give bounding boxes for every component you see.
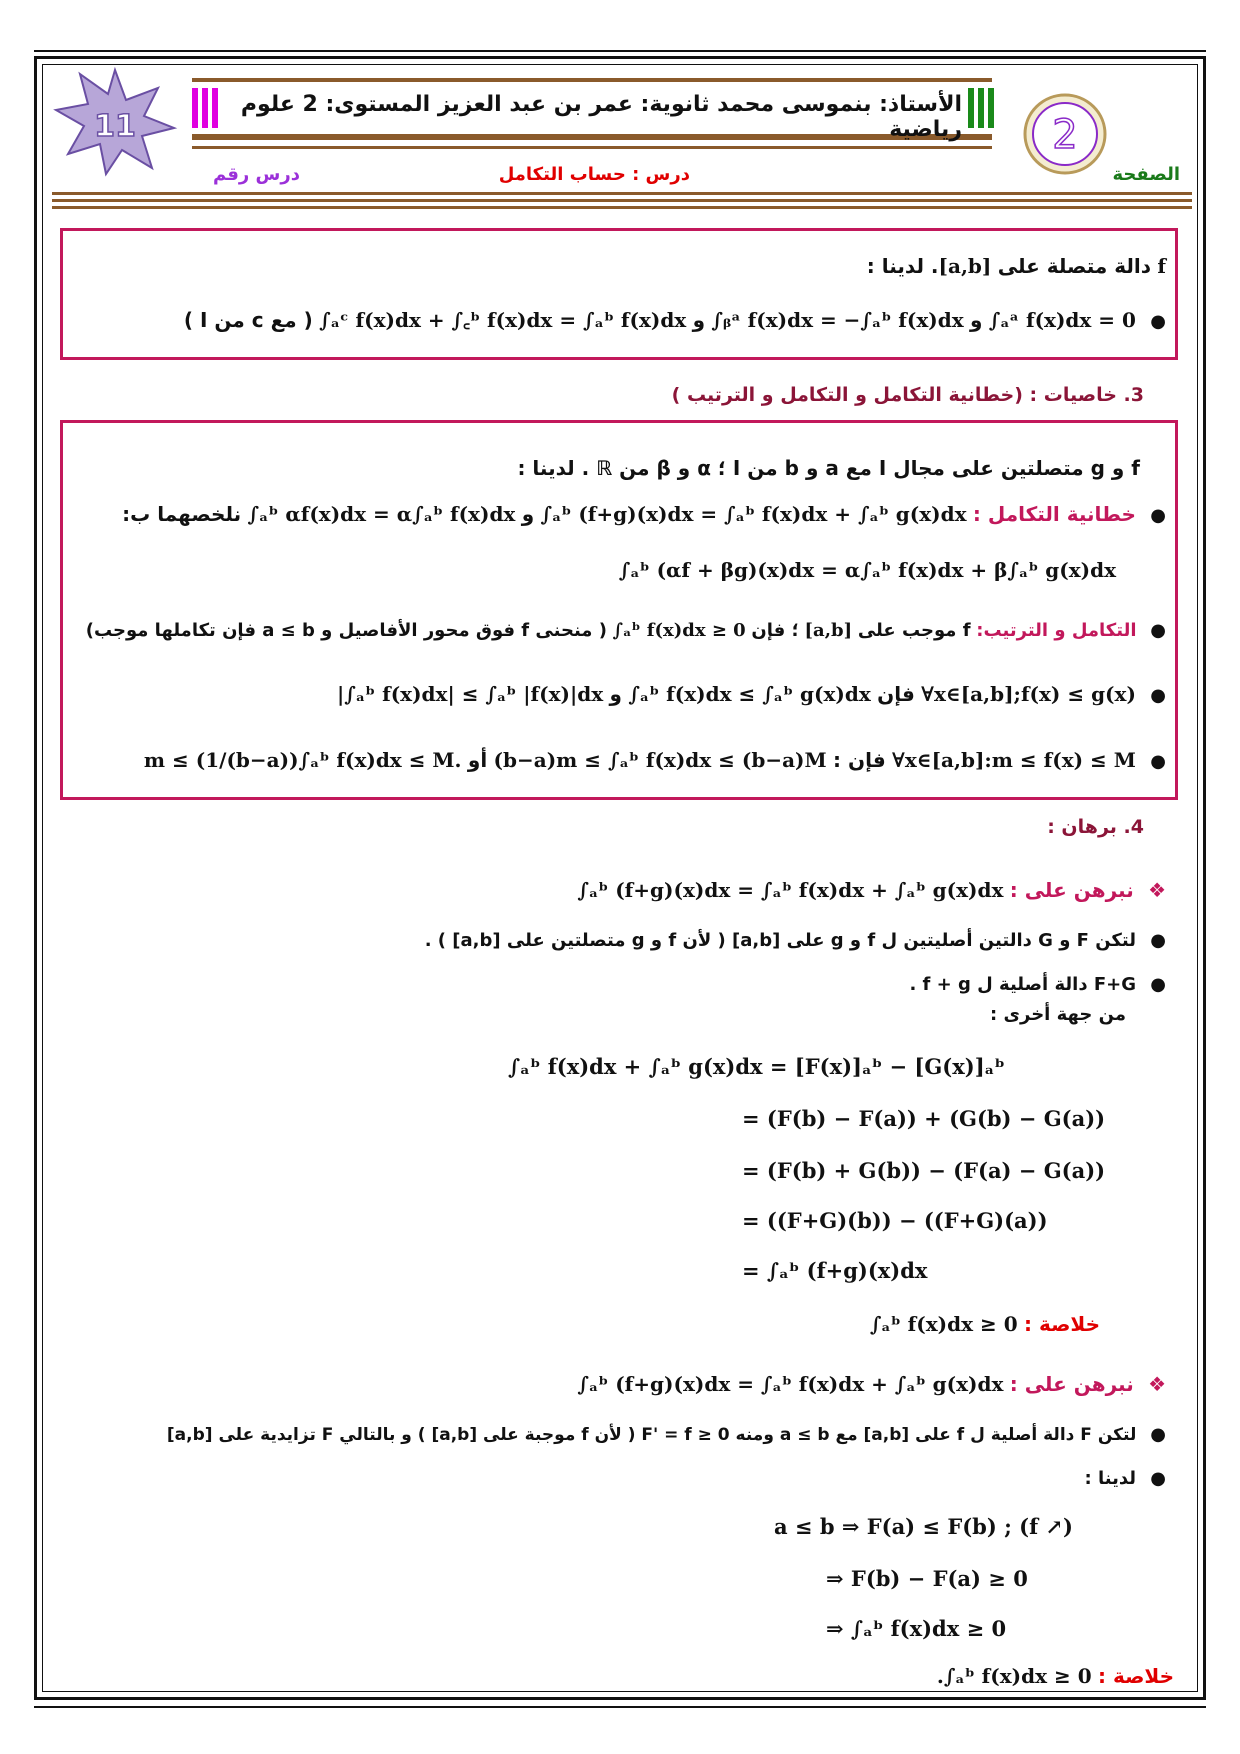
bullet-icon: ●	[1150, 1468, 1166, 1489]
mean-bounds-formula: (b−a)m ≤ ∫ₐᵇ f(x)dx ≤ (b−a)M	[493, 748, 827, 772]
inequality-condition: ∀x∈[a,b];f(x) ≤ g(x)	[921, 682, 1136, 706]
box2-intro: f و g متصلتين على مجال I مع a و b من I ؛ α و β من ℝ . لدينا :	[517, 456, 1140, 480]
or-word: أو	[467, 748, 488, 772]
page-label: الصفحة	[1112, 164, 1180, 185]
mean-value-line	[80, 748, 1166, 772]
proof-2-claim-formula: ∫ₐᵇ (f+g)(x)dx = ∫ₐᵇ f(x)dx + ∫ₐᵇ g(x)dx	[577, 1372, 1004, 1396]
header-bottom-bar-1	[52, 192, 1192, 195]
c-in-I-note: ( مع c من I )	[183, 308, 313, 332]
linearity-sum-formula: ∫ₐᵇ (f+g)(x)dx = ∫ₐᵇ f(x)dx + ∫ₐᵇ g(x)dx	[540, 502, 967, 526]
stripes-left	[192, 88, 226, 128]
bullet-icon: ●	[1150, 620, 1166, 641]
mean-condition: ∀x∈[a,b]:m ≤ f(x) ≤ M	[892, 748, 1136, 772]
and-word: و	[969, 308, 983, 332]
header-bar-lower	[192, 146, 992, 149]
prove-label: نبرهن على :	[1009, 1372, 1134, 1396]
proof-2-conclusion	[700, 1664, 1174, 1688]
linearity-scalar-formula: ∫ₐᵇ αf(x)dx = α∫ₐᵇ f(x)dx	[247, 502, 516, 526]
diamond-bullet-icon: ❖	[1148, 878, 1166, 902]
linearity-combined-line	[80, 558, 1116, 582]
continuous-text: دالة متصلة على	[997, 254, 1152, 278]
proof-2-step-3: ⇒ ∫ₐᵇ f(x)dx ≥ 0	[826, 1616, 1007, 1641]
proof-1-bullet-2	[80, 974, 1166, 995]
chasles-formula: ∫ₐᶜ f(x)dx + ∫꜀ᵇ f(x)dx = ∫ₐᵇ f(x)dx	[319, 308, 687, 332]
f-symbol: f	[1157, 254, 1166, 278]
proof-1-step-5: = ∫ₐᵇ (f+g)(x)dx	[742, 1258, 928, 1283]
inequality-line	[80, 682, 1166, 706]
and-word: و	[521, 502, 535, 526]
diamond-bullet-icon: ❖	[1148, 1372, 1166, 1396]
section-4-text: برهان :	[1047, 816, 1117, 838]
proof-1-conclusion-formula: ∫ₐᵇ f(x)dx ≥ 0	[869, 1312, 1018, 1336]
order-explanation: ( منحنى f فوق محور الأفاصيل و a ≤ b فإن تكاملها موجب)	[85, 620, 607, 641]
positive-integral-formula: ∫ₐᵇ f(x)dx ≥ 0	[612, 620, 746, 641]
proof-1-claim	[80, 878, 1166, 902]
bullet-icon: ●	[1150, 930, 1166, 951]
integral-zero-formula: ∫ₐᵃ f(x)dx = 0	[988, 308, 1136, 332]
proof-1-claim-formula: ∫ₐᵇ (f+g)(x)dx = ∫ₐᵇ f(x)dx + ∫ₐᵇ g(x)dx	[577, 878, 1004, 902]
section-3-text: خاصيات : (خطانية التكامل و التكامل و الترتيب )	[671, 384, 1117, 406]
order-label: التكامل و الترتيب:	[976, 620, 1137, 641]
section-4-number: 4.	[1123, 816, 1144, 838]
we-have-text: . لدينا :	[866, 254, 939, 278]
order-positive-text: f موجب على	[857, 620, 971, 641]
header-bottom-bar-2	[52, 199, 1192, 202]
interval-ab: [a,b]	[804, 620, 853, 641]
and-word: و	[609, 682, 622, 706]
proof-1-conclusion	[600, 1312, 1100, 1336]
bullet-icon: ●	[1150, 505, 1166, 526]
header-bar-top	[192, 78, 992, 82]
then-text: فإن	[877, 682, 915, 706]
lesson-number-star-icon	[52, 66, 178, 178]
summary-text: نلخصهما ب:	[122, 502, 242, 526]
proof-2-bullet-2	[80, 1468, 1166, 1489]
proof-2-bullet-1-text: لتكن F دالة أصلية ل f على [a,b] مع a ≤ b ومنه F' = f ≥ 0 ( لأن f موجبة على [a,b] ) و بالتالي F تزايدية على [a,b]	[166, 1425, 1137, 1445]
properties-box-1	[60, 228, 1178, 360]
proof-2-conclusion-formula: .∫ₐᵇ f(x)dx ≥ 0	[936, 1664, 1092, 1688]
header-title: الأستاذ: بنموسى محمد ثانوية: عمر بن عبد العزيز المستوى: 2 علوم رياضية	[240, 92, 962, 142]
proof-2-step-1: a ≤ b ⇒ F(a) ≤ F(b) ; (f ↗)	[774, 1514, 1073, 1539]
inequality-formula: ∫ₐᵇ f(x)dx ≤ ∫ₐᵇ g(x)dx	[628, 682, 871, 706]
proof-1-bullet-1-text: لتكن F و G دالتين أصليتين ل f و g على [a,b] ( لأن f و g متصلتين على [a,b] ) .	[424, 930, 1136, 951]
integral-reverse-formula: ∫ᵦᵃ f(x)dx = −∫ₐᵇ f(x)dx	[711, 308, 964, 332]
proof-1-bullet-2-text: F+G دالة أصلية ل f + g .	[909, 974, 1136, 995]
section-4-title	[900, 816, 1144, 838]
page-number: 2	[1052, 112, 1078, 158]
section-3-title	[600, 384, 1144, 406]
top-rule	[34, 50, 1206, 52]
page-number-badge-icon	[1020, 90, 1110, 178]
bullet-icon: ●	[1150, 1424, 1166, 1445]
mean-value-formula: m ≤ (1/(b−a))∫ₐᵇ f(x)dx ≤ M.	[143, 748, 462, 772]
bullet-icon: ●	[1150, 685, 1166, 706]
proof-1-step-3: = (F(b) + G(b)) − (F(a) − G(a))	[742, 1158, 1106, 1183]
interval-ab: [a,b]	[938, 254, 992, 278]
absolute-value-formula: |∫ₐᵇ f(x)dx| ≤ ∫ₐᵇ |f(x)|dx	[336, 682, 604, 706]
bullet-icon: ●	[1150, 751, 1166, 772]
proof-1-bullet-1	[80, 930, 1166, 951]
box1-line2	[80, 306, 1166, 333]
section-3-number: 3.	[1123, 384, 1144, 406]
lesson-number: 11	[94, 109, 136, 144]
then-text: ؛ فإن	[751, 620, 799, 641]
lesson-title: درس : حساب التكامل	[498, 164, 690, 185]
proof-2-bullet-2-text: لدينا :	[1084, 1468, 1136, 1489]
proof-2-bullet-1	[60, 1424, 1166, 1445]
prove-label: نبرهن على :	[1009, 878, 1134, 902]
bullet-icon: ●	[1150, 974, 1166, 995]
box1-line1	[80, 254, 1166, 278]
linearity-label: خطانية التكامل :	[972, 502, 1136, 526]
conclusion-label: خلاصة :	[1023, 1312, 1100, 1336]
conclusion-label: خلاصة :	[1097, 1664, 1174, 1688]
order-line	[80, 620, 1166, 641]
header-bottom-bar-3	[52, 206, 1192, 209]
linearity-combined-formula: ∫ₐᵇ (αf + βg)(x)dx = α∫ₐᵇ f(x)dx + β∫ₐᵇ g(x)dx	[618, 558, 1116, 582]
proof-1-step-4: = ((F+G)(b)) − ((F+G)(a))	[742, 1208, 1048, 1233]
bottom-rule	[34, 1706, 1206, 1708]
proof-1-step-1: ∫ₐᵇ f(x)dx + ∫ₐᵇ g(x)dx = [F(x)]ₐᵇ − [G(x)]ₐᵇ	[508, 1054, 1005, 1079]
stripes-right	[968, 88, 1002, 128]
bullet-icon: ●	[1150, 311, 1166, 332]
proof-2-step-2: ⇒ F(b) − F(a) ≥ 0	[826, 1566, 1028, 1591]
linearity-line	[80, 502, 1166, 526]
proof-2-claim	[80, 1372, 1166, 1396]
proof-1-other-side: من جهة أخرى :	[990, 1004, 1126, 1025]
then-text: فإن :	[833, 748, 886, 772]
lesson-number-label: درس رقم	[213, 164, 300, 185]
proof-1-step-2: = (F(b) − F(a)) + (G(b) − G(a))	[742, 1106, 1106, 1131]
and-word: و	[692, 308, 706, 332]
